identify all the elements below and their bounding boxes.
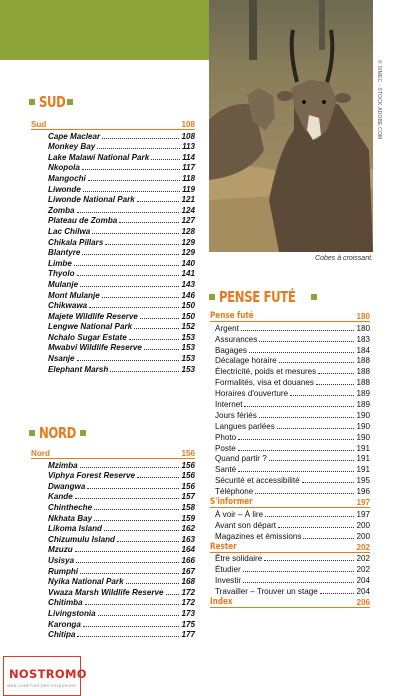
toc-entry-page: 180: [356, 323, 370, 333]
toc-group-heading[interactable]: [210, 596, 370, 608]
toc-entry-label: Étudier: [215, 565, 241, 575]
toc-entry-label: Dwangwa: [48, 481, 86, 491]
toc-entry[interactable]: [210, 474, 370, 485]
toc-entry-label: Viphya Forest Reserve: [48, 471, 135, 481]
toc-entry[interactable]: [210, 365, 370, 376]
toc-entry-label: Jours fériés: [215, 410, 257, 420]
toc-entry-page: 158: [181, 502, 195, 512]
toc-entry-page: 127: [181, 216, 195, 226]
waterbuck-photo: [209, 0, 373, 252]
toc-group-heading[interactable]: [210, 541, 370, 553]
toc-entry[interactable]: [210, 333, 370, 344]
dot-leader: [241, 330, 355, 331]
dot-leader: [76, 562, 179, 563]
toc-entry-label: Investir: [215, 576, 242, 586]
toc-entry-page: 108: [181, 120, 195, 129]
toc-entry-page: 113: [182, 142, 195, 152]
dot-leader: [87, 488, 179, 489]
dot-leader: [74, 265, 180, 266]
toc-entry-label: Mont Mulanje: [48, 290, 100, 300]
dot-leader: [137, 201, 180, 202]
toc-entry-page: 202: [356, 554, 370, 564]
toc-entry[interactable]: [210, 344, 370, 355]
toc-entry-page: 190: [356, 410, 370, 420]
toc-entry-label: Rester: [210, 541, 237, 552]
dot-leader: [83, 626, 180, 627]
toc-entry-label: Nchalo Sugar Estate: [48, 332, 127, 342]
dot-leader: [166, 594, 180, 595]
dot-leader: [117, 541, 179, 542]
toc-entry-label: Être solidaire: [215, 554, 263, 564]
toc-entry-page: 164: [181, 545, 195, 555]
dot-leader: [264, 560, 354, 561]
photo-credit: © SIMEC - STOCK.ADOBE.COM: [376, 60, 382, 140]
toc-entry-page: 180: [356, 311, 370, 321]
toc-entry[interactable]: [31, 300, 195, 311]
toc-entry-page: 191: [356, 465, 370, 475]
toc-entry-label: Internet: [215, 400, 243, 410]
toc-entry-page: 197: [356, 498, 370, 508]
toc-entry[interactable]: [31, 480, 195, 491]
section-title: NORD: [39, 424, 76, 442]
dot-leader: [77, 212, 180, 213]
toc-entry-page: 188: [356, 367, 370, 377]
toc-entry-label: Santé: [215, 465, 237, 475]
toc-list-sud: [31, 118, 195, 374]
toc-entry[interactable]: [31, 321, 195, 332]
toc-entry-page: 168: [181, 577, 195, 587]
toc-entry-page: 173: [181, 608, 195, 618]
toc-entry-label: À voir – À lire: [215, 509, 264, 519]
dot-leader: [82, 169, 180, 170]
toc-entry-label: Karonga: [48, 619, 81, 629]
toc-entry-page: 159: [181, 513, 195, 523]
toc-entry-label: Chintheche: [48, 502, 93, 512]
dot-leader: [243, 571, 355, 572]
toc-entry[interactable]: [31, 597, 195, 608]
toc-entry-page: 188: [356, 378, 370, 388]
toc-entry-page: 206: [356, 598, 370, 608]
dot-leader: [110, 371, 179, 372]
toc-entry[interactable]: [31, 194, 195, 205]
square-bullet-icon: [209, 294, 215, 300]
toc-entry-page: 202: [356, 565, 370, 575]
toc-entry[interactable]: [31, 204, 195, 215]
toc-entry[interactable]: [31, 512, 195, 523]
dot-leader: [316, 384, 355, 385]
toc-entry[interactable]: [210, 519, 370, 530]
section-header-nord: [29, 424, 86, 442]
toc-entry-label: Livingstonia: [48, 608, 96, 618]
toc-entry-page: 190: [356, 421, 370, 431]
toc-entry[interactable]: [31, 289, 195, 300]
toc-entry[interactable]: [31, 459, 195, 470]
toc-entry-page: 204: [356, 587, 370, 597]
toc-entry[interactable]: [31, 172, 195, 183]
dot-leader: [75, 551, 180, 552]
toc-entry[interactable]: [31, 141, 195, 152]
toc-entry[interactable]: [210, 409, 370, 420]
toc-entry-page: 162: [181, 524, 195, 534]
photo-caption: Cobes à croissant.: [315, 255, 373, 262]
toc-entry-label: Nkhata Bay: [48, 513, 93, 523]
toc-entry[interactable]: [31, 162, 195, 173]
toc-entry[interactable]: [210, 508, 370, 519]
dot-leader: [290, 395, 354, 396]
dot-leader: [83, 191, 180, 192]
toc-list-pense-fute: [210, 310, 370, 608]
dot-leader: [303, 538, 354, 539]
toc-entry[interactable]: [31, 310, 195, 321]
toc-entry-page: 114: [182, 152, 195, 162]
dot-leader: [269, 460, 355, 461]
toc-entry-label: Lac Chilwa: [48, 226, 91, 236]
toc-entry[interactable]: [31, 183, 195, 194]
toc-entry-page: 129: [181, 248, 195, 258]
toc-entry-label: Limbe: [48, 258, 72, 268]
square-bullet-icon: [311, 294, 317, 300]
toc-entry-page: 124: [181, 205, 195, 215]
dot-leader: [265, 516, 354, 517]
dot-leader: [238, 439, 354, 440]
toc-group-heading[interactable]: [210, 496, 370, 508]
dot-leader: [259, 417, 355, 418]
toc-entry-page: 117: [182, 163, 195, 173]
toc-entry-label: Usisya: [48, 555, 75, 565]
toc-entry-page: 153: [181, 332, 195, 342]
toc-entry[interactable]: [31, 247, 195, 258]
square-bullet-icon: [29, 430, 35, 436]
toc-entry-page: 167: [181, 566, 195, 576]
toc-entry-page: 118: [182, 173, 195, 183]
toc-entry-page: 195: [356, 476, 370, 486]
toc-entry-page: 143: [181, 279, 195, 289]
dot-leader: [277, 428, 355, 429]
toc-entry-page: 188: [356, 356, 370, 366]
toc-entry-page: 189: [356, 389, 370, 399]
toc-entry-page: 153: [181, 364, 195, 374]
toc-entry-page: 166: [181, 555, 195, 565]
dot-leader: [320, 593, 355, 594]
nostromo-logo: NOSTROMO WEB COMPTOIR DES VOYAGEURS: [3, 656, 81, 696]
toc-entry[interactable]: [31, 523, 195, 534]
dot-leader: [302, 482, 355, 483]
toc-entry-label: Lake Malawi National Park: [48, 152, 150, 162]
dot-leader: [278, 527, 354, 528]
toc-entry-label: Travailler – Trouver un stage: [215, 587, 318, 597]
toc-entry-label: Nord: [31, 449, 50, 458]
toc-entry[interactable]: [210, 530, 370, 541]
dot-leader: [102, 297, 180, 298]
toc-entry-label: Liwonde National Park: [48, 195, 135, 205]
dot-leader: [88, 180, 180, 181]
dot-leader: [255, 493, 354, 494]
waterbuck-photo-icon: [209, 0, 373, 252]
toc-entry-label: Index: [210, 597, 233, 608]
toc-entry[interactable]: [31, 215, 195, 226]
toc-entry[interactable]: [210, 442, 370, 453]
dot-leader: [249, 352, 355, 353]
toc-entry-page: 156: [181, 481, 195, 491]
toc-entry-label: Téléphone: [215, 487, 254, 497]
toc-entry-page: 200: [356, 520, 370, 530]
toc-entry[interactable]: [31, 544, 195, 555]
dot-leader: [105, 244, 179, 245]
toc-entry-page: 175: [181, 619, 195, 629]
toc-entry-label: Plateau de Zomba: [48, 216, 118, 226]
toc-entry-label: Liwonde: [48, 184, 81, 194]
toc-entry-label: Chitipa: [48, 630, 76, 640]
toc-entry-label: Blantyre: [48, 248, 81, 258]
toc-entry-label: Quand partir ?: [215, 454, 267, 464]
toc-entry[interactable]: [210, 376, 370, 387]
dot-leader: [94, 509, 179, 510]
toc-entry-page: 163: [181, 534, 195, 544]
toc-entry[interactable]: [31, 236, 195, 247]
toc-entry-label: Lengwe National Park: [48, 322, 133, 332]
toc-entry-page: 153: [181, 343, 195, 353]
toc-entry-page: 172: [181, 598, 195, 608]
toc-entry[interactable]: [31, 225, 195, 236]
dot-leader: [134, 328, 179, 329]
toc-entry-page: 204: [356, 576, 370, 586]
section-header-pense-fute: [209, 288, 317, 306]
toc-entry-label: Elephant Marsh: [48, 364, 109, 374]
toc-entry-label: Bagages: [215, 345, 247, 355]
toc-entry-label: S'informer: [210, 497, 253, 508]
toc-entry-label: Nkopola: [48, 163, 80, 173]
toc-entry[interactable]: [31, 629, 195, 640]
toc-entry-label: Avant son départ: [215, 520, 277, 530]
toc-entry-label: Vwaza Marsh Wildlife Reserve: [48, 587, 164, 597]
toc-entry-label: Pense futé: [210, 310, 254, 321]
toc-entry[interactable]: [31, 257, 195, 268]
toc-entry-page: 189: [356, 400, 370, 410]
toc-entry-page: 191: [356, 443, 370, 453]
toc-entry-label: Nyika National Park: [48, 577, 124, 587]
toc-entry-label: Formalités, visa et douanes: [215, 378, 314, 388]
dot-leader: [104, 530, 180, 531]
toc-entry-page: 140: [181, 258, 195, 268]
toc-entry-page: 156: [181, 471, 195, 481]
toc-entry-label: Monkey Bay: [48, 142, 96, 152]
dot-leader: [244, 406, 354, 407]
toc-list-nord: [31, 447, 195, 639]
toc-entry-page: 156: [181, 460, 195, 470]
toc-entry[interactable]: [31, 491, 195, 502]
toc-entry[interactable]: [210, 387, 370, 398]
toc-entry[interactable]: [31, 342, 195, 353]
dot-leader: [243, 582, 354, 583]
dot-leader: [137, 477, 180, 478]
dot-leader: [279, 362, 355, 363]
toc-entry[interactable]: [31, 151, 195, 162]
toc-entry[interactable]: [210, 574, 370, 585]
toc-entry-label: Langues parlées: [215, 421, 275, 431]
toc-entry-page: 172: [181, 587, 195, 597]
toc-entry-label: Mangochi: [48, 173, 86, 183]
toc-entry-page: 156: [181, 449, 195, 458]
section-header-sud: [29, 93, 73, 111]
top-color-band: [0, 0, 209, 60]
toc-entry[interactable]: [210, 322, 370, 333]
toc-entry[interactable]: [31, 331, 195, 342]
toc-entry[interactable]: [210, 431, 370, 442]
toc-entry-label: Sud: [31, 120, 47, 129]
toc-entry-label: Kande: [48, 492, 73, 502]
toc-entry[interactable]: [31, 586, 195, 597]
toc-entry-label: Décalage horaire: [215, 356, 277, 366]
toc-entry-label: Chitimba: [48, 598, 83, 608]
square-bullet-icon: [67, 99, 73, 105]
dot-leader: [82, 254, 179, 255]
toc-entry-label: Horaires d'ouverture: [215, 389, 289, 399]
toc-entry-label: Poste: [215, 443, 236, 453]
toc-entry-label: Photo: [215, 432, 237, 442]
toc-group-heading[interactable]: [31, 447, 195, 459]
toc-entry-page: 119: [182, 184, 195, 194]
toc-entry-page: 196: [356, 487, 370, 497]
toc-entry-page: 191: [356, 454, 370, 464]
toc-entry-label: Majete Wildlife Reserve: [48, 311, 138, 321]
toc-entry-page: 108: [181, 131, 195, 141]
dot-leader: [259, 341, 354, 342]
dot-leader: [102, 138, 179, 139]
toc-entry[interactable]: [210, 355, 370, 366]
toc-entry[interactable]: [210, 453, 370, 464]
toc-entry-page: 197: [356, 509, 370, 519]
toc-entry-page: 150: [181, 311, 195, 321]
dot-leader: [75, 498, 180, 499]
toc-group-heading[interactable]: [31, 118, 195, 130]
toc-entry-label: Assurances: [215, 334, 258, 344]
toc-entry[interactable]: [31, 501, 195, 512]
toc-entry[interactable]: [210, 398, 370, 409]
dot-leader: [80, 286, 179, 287]
toc-entry-page: 152: [181, 322, 195, 332]
toc-entry-label: Chikwawa: [48, 301, 88, 311]
toc-entry[interactable]: [31, 554, 195, 565]
toc-entry-label: Nsanje: [48, 354, 75, 364]
toc-entry-label: Magazines et émissions: [215, 531, 302, 541]
toc-entry[interactable]: [210, 585, 370, 596]
dot-leader: [119, 222, 179, 223]
toc-entry[interactable]: [31, 363, 195, 374]
section-title: PENSE FUTÉ: [219, 288, 296, 306]
dot-leader: [151, 159, 180, 160]
toc-entry-page: 153: [181, 354, 195, 364]
toc-entry-label: Sécurité et accessibilité: [215, 476, 300, 486]
toc-entry[interactable]: [31, 565, 195, 576]
toc-entry-label: Chikala Pillars: [48, 237, 104, 247]
toc-entry-page: 157: [181, 492, 195, 502]
dot-leader: [98, 615, 180, 616]
dot-leader: [318, 373, 354, 374]
toc-entry[interactable]: [31, 352, 195, 363]
toc-entry[interactable]: [210, 485, 370, 496]
dot-leader: [77, 275, 180, 276]
dot-leader: [94, 520, 179, 521]
toc-entry-label: Mulanje: [48, 279, 79, 289]
toc-entry-page: 190: [356, 432, 370, 442]
dot-leader: [77, 360, 180, 361]
dot-leader: [140, 318, 180, 319]
dot-leader: [97, 148, 180, 149]
toc-entry-page: 183: [356, 334, 370, 344]
toc-entry-page: 184: [356, 345, 370, 355]
toc-entry-label: Électricité, poids et mesures: [215, 367, 317, 377]
dot-leader: [129, 339, 180, 340]
toc-entry-label: Zomba: [48, 205, 75, 215]
toc-entry[interactable]: [31, 607, 195, 618]
dot-leader: [126, 583, 180, 584]
toc-entry[interactable]: [31, 130, 195, 141]
toc-entry-label: Chizumulu Island: [48, 534, 115, 544]
dot-leader: [144, 349, 180, 350]
toc-entry[interactable]: [31, 618, 195, 629]
toc-entry-label: Thyolo: [48, 269, 75, 279]
dot-leader: [238, 471, 354, 472]
toc-entry-page: 128: [181, 226, 195, 236]
toc-entry[interactable]: [31, 533, 195, 544]
toc-entry-label: Mwabvi Wildlife Reserve: [48, 343, 142, 353]
toc-entry-page: 177: [181, 630, 195, 640]
square-bullet-icon: [29, 99, 35, 105]
dot-leader: [80, 573, 179, 574]
toc-entry-label: Mzuzu: [48, 545, 73, 555]
toc-entry-page: 146: [181, 290, 195, 300]
dot-leader: [80, 467, 180, 468]
toc-group-heading[interactable]: [210, 310, 370, 322]
toc-entry[interactable]: [31, 470, 195, 481]
toc-entry-page: 202: [356, 542, 370, 552]
toc-entry[interactable]: [31, 268, 195, 279]
toc-entry[interactable]: [210, 563, 370, 574]
toc-entry-label: Cape Maclear: [48, 131, 101, 141]
section-title: SUD: [39, 93, 66, 111]
toc-entry[interactable]: [210, 463, 370, 474]
toc-entry-page: 150: [181, 301, 195, 311]
toc-entry-page: 121: [181, 195, 195, 205]
square-bullet-icon: [80, 430, 86, 436]
toc-entry-page: 141: [181, 269, 195, 279]
toc-entry-label: Rumphi: [48, 566, 79, 576]
toc-entry-label: Mzimba: [48, 460, 78, 470]
toc-entry[interactable]: [31, 278, 195, 289]
toc-entry[interactable]: [210, 553, 370, 564]
dot-leader: [89, 307, 179, 308]
dot-leader: [85, 604, 180, 605]
dot-leader: [77, 636, 179, 637]
toc-entry[interactable]: [31, 576, 195, 587]
toc-entry[interactable]: [210, 420, 370, 431]
dot-leader: [238, 450, 355, 451]
dot-leader: [92, 233, 179, 234]
toc-entry-label: Argent: [215, 323, 239, 333]
toc-entry-page: 200: [356, 531, 370, 541]
toc-entry-page: 129: [181, 237, 195, 247]
toc-entry-label: Likoma Island: [48, 524, 102, 534]
